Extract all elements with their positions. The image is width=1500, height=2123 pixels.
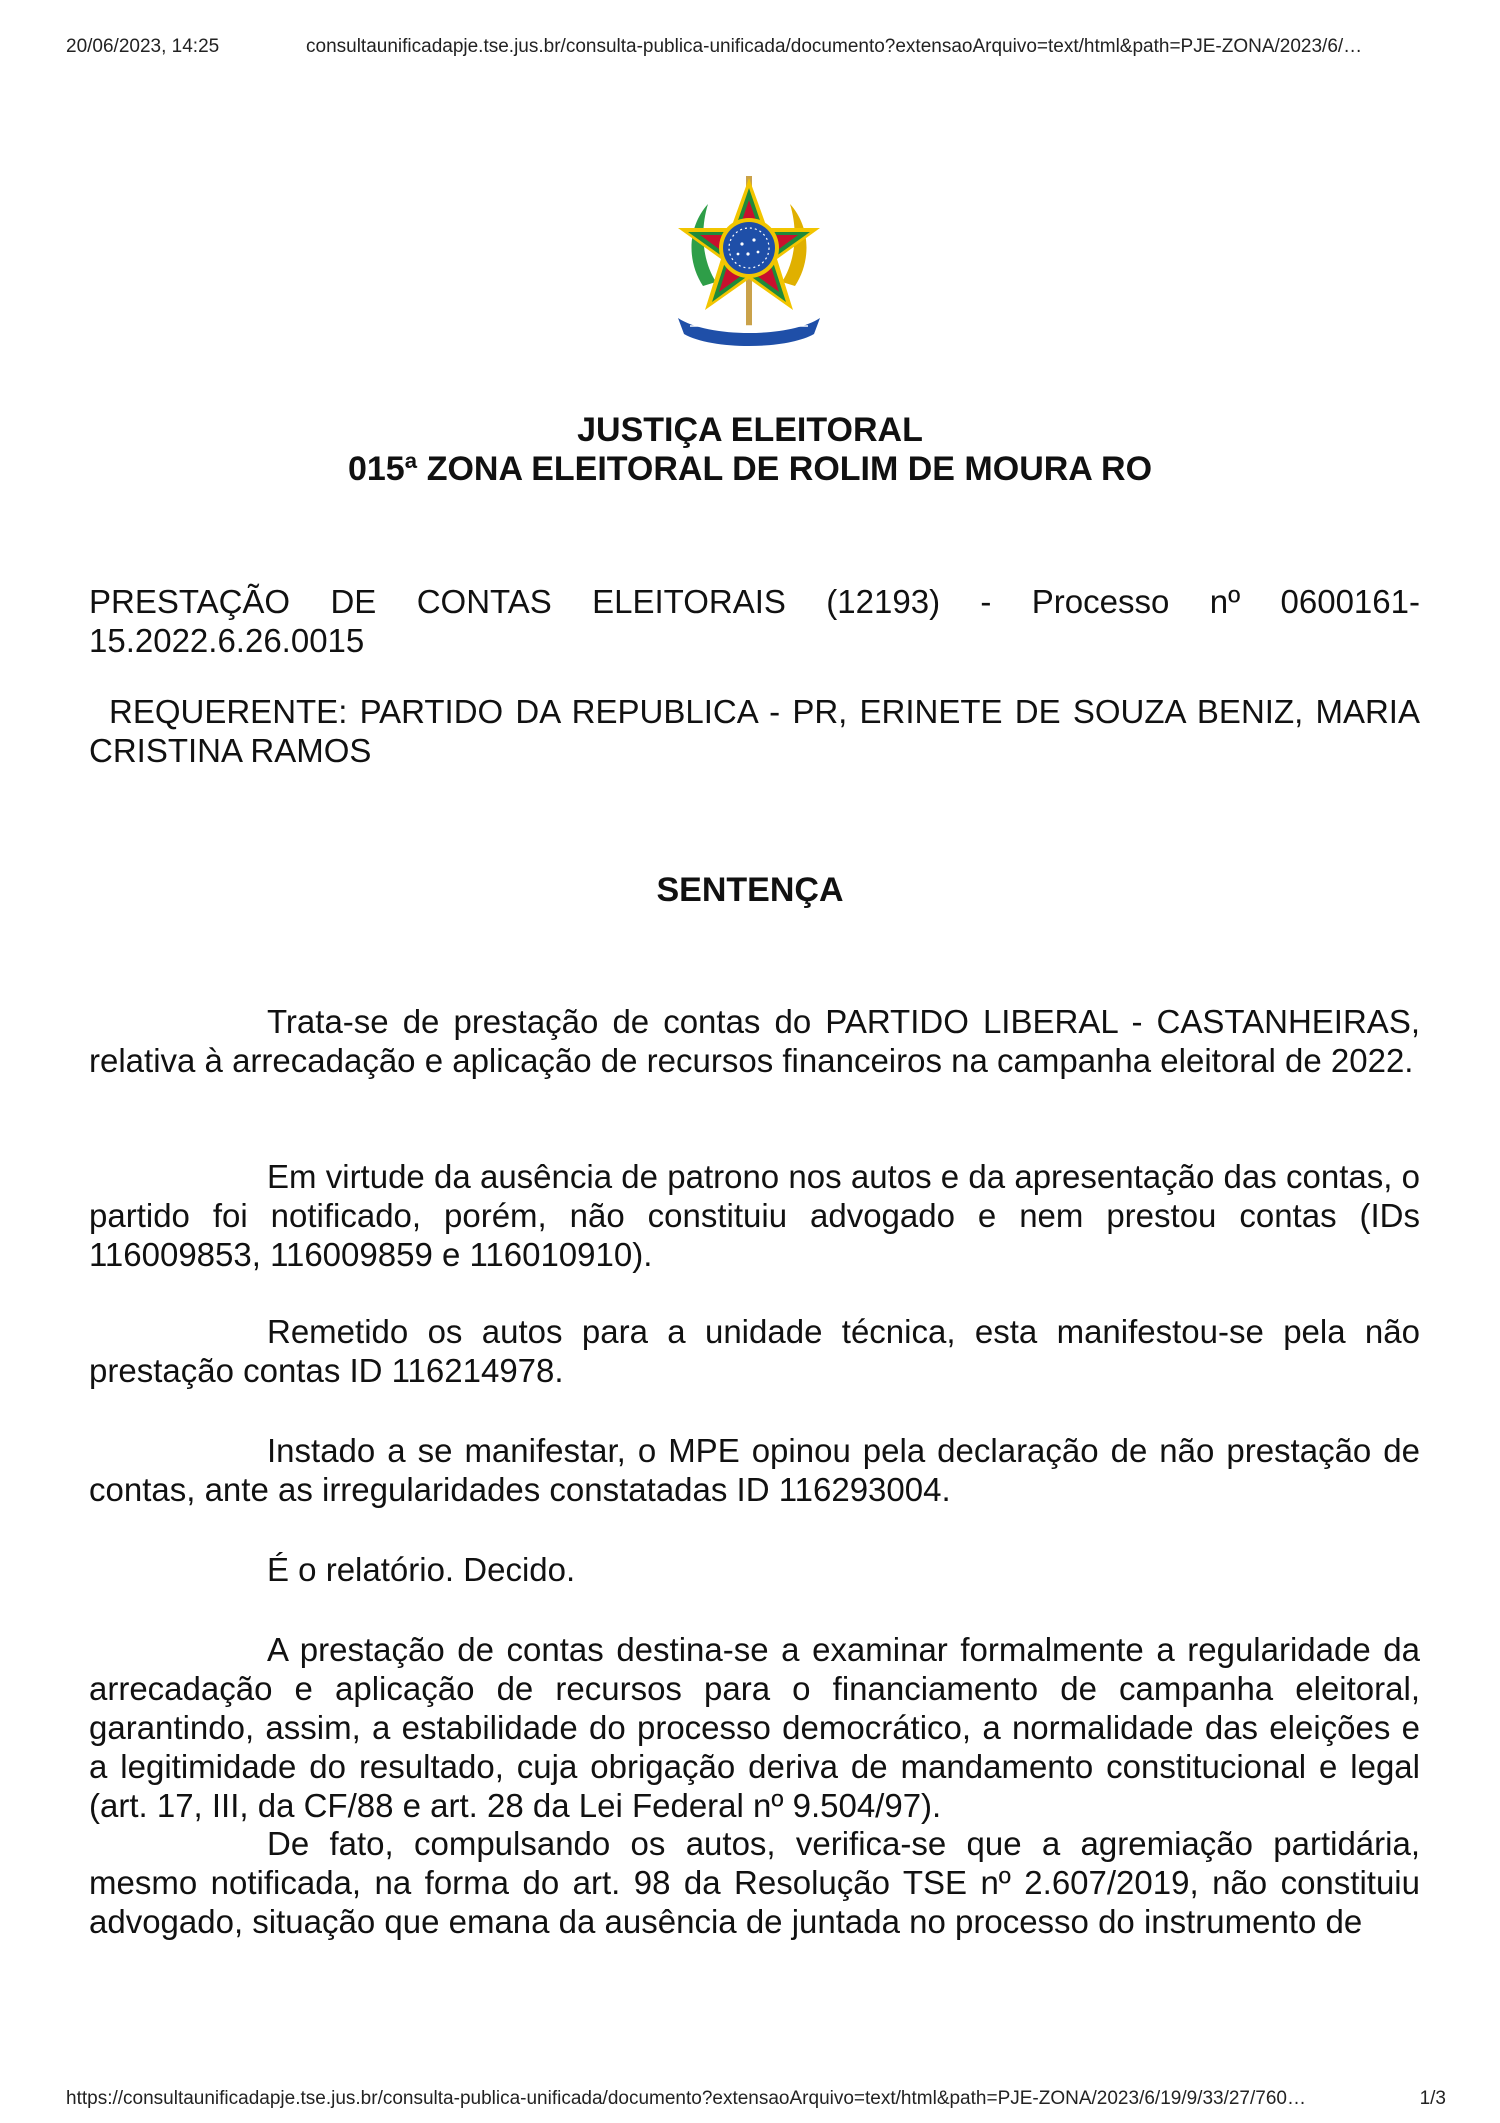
paragraph-6	[89, 1630, 1420, 1825]
paragraph-2	[89, 1157, 1420, 1274]
paragraph-text: É o relatório. Decido.	[267, 1551, 576, 1588]
print-datetime: 20/06/2023, 14:25	[66, 36, 220, 57]
requerente-text: REQUERENTE: PARTIDO DA REPUBLICA - PR, ERINETE DE SOUZA BENIZ, MARIA CRISTINA RAMOS	[89, 693, 1420, 769]
process-text: PRESTAÇÃO DE CONTAS ELEITORAIS (12193) - Processo nº 0600161-15.2022.6.26.0015	[89, 583, 1420, 659]
paragraph-1	[89, 1002, 1420, 1080]
print-header	[66, 36, 1434, 60]
paragraph-7	[89, 1824, 1420, 1941]
paragraph-text: Instado a se manifestar, o MPE opinou pela declaração de não prestação de contas, ante as irregularidades constatadas ID 116293004.	[89, 1432, 1420, 1508]
paragraph-5	[89, 1550, 1420, 1589]
print-footer-url: https://consultaunificadapje.tse.jus.br/consulta-publica-unificada/documento?extensaoArquivo=text/html&path=PJE-ZONA/2023/6/19/9/33/27/760…	[66, 2088, 1306, 2109]
paragraph-text: A prestação de contas destina-se a examinar formalmente a regularidade da arrecadação e aplicação de recursos para o financiamento de campanha eleitoral, garantindo, assim, a estabilidade do processo democrático, a normalidade das eleições e a legitimidade do resultado, cuja obrigação deriva de mandamento constitucional e legal (art. 17, III, da CF/88 e art. 28 da Lei Federal nº 9.504/97).	[89, 1631, 1420, 1824]
document-title: SENTENÇA	[656, 871, 844, 909]
court-name: JUSTIÇA ELEITORAL	[577, 411, 923, 449]
paragraph-4	[89, 1431, 1420, 1509]
print-header-url: consultaunificadapje.tse.jus.br/consulta-publica-unificada/documento?extensaoArquivo=text/html&path=PJE-ZONA/2023/6/…	[306, 36, 1363, 57]
print-footer	[66, 2088, 1446, 2112]
electoral-zone: 015ª ZONA ELEITORAL DE ROLIM DE MOURA RO	[347, 450, 1153, 488]
process-line	[89, 582, 1420, 660]
paragraph-text: Remetido os autos para a unidade técnica, esta manifestou-se pela não prestação contas ID 116214978.	[89, 1313, 1420, 1389]
paragraph-3	[89, 1312, 1420, 1390]
paragraph-text: Trata-se de prestação de contas do PARTIDO LIBERAL - CASTANHEIRAS, relativa à arrecadação e aplicação de recursos financeiros na campanha eleitoral de 2022.	[89, 1003, 1420, 1079]
requerente-block	[89, 692, 1420, 770]
paragraph-text: Em virtude da ausência de patrono nos autos e da apresentação das contas, o partido foi notificado, porém, não constituiu advogado e nem prestou contas (IDs 116009853, 116009859 e 116010910).	[89, 1158, 1420, 1273]
paragraph-text: De fato, compulsando os autos, verifica-se que a agremiação partidária, mesmo notificada, na forma do art. 98 da Resolução TSE nº 2.607/2019, não constituiu advogado, situação que emana da ausência de juntada no processo do instrumento de	[89, 1825, 1420, 1940]
brazil-coat-of-arms-icon	[668, 168, 830, 348]
page-number: 1/3	[1419, 2088, 1446, 2109]
